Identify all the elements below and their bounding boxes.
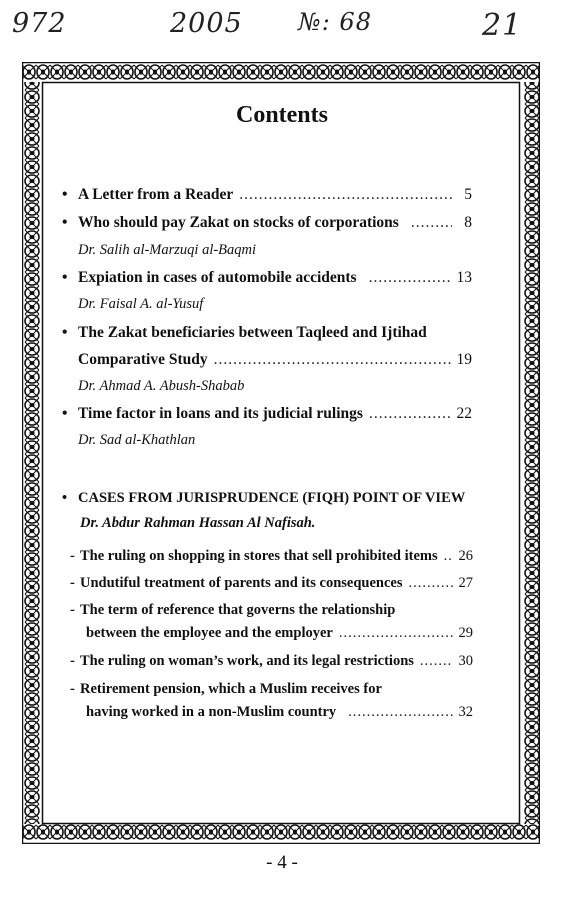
section-item[interactable] (70, 681, 382, 698)
bullet: • (62, 490, 68, 506)
entry-author: Dr. Salih al-Marzuqi al-Baqmi (78, 242, 257, 258)
leader-dots (239, 186, 452, 204)
leader-dots (420, 653, 453, 670)
page-number: 13 (456, 269, 472, 286)
entry-author: Dr. Faisal A. al-Yusuf (78, 296, 204, 312)
handwritten-year: 2005 (170, 8, 243, 39)
dash: - (70, 681, 75, 697)
page-number: 22 (456, 405, 472, 422)
leader-dots (369, 269, 451, 287)
toc-entry[interactable] (62, 214, 472, 232)
entry-title: Time factor in loans and its judicial rulings (78, 405, 363, 422)
section-item-continued[interactable] (86, 704, 473, 721)
page-footer-number: - 4 - (266, 852, 298, 873)
page-number: 5 (464, 186, 472, 203)
bullet: • (62, 186, 68, 203)
leader-dots (409, 575, 453, 592)
item-title: Undutiful treatment of parents and its consequences (80, 575, 403, 591)
entry-title: A Letter from a Reader (78, 186, 234, 203)
item-title: Retirement pension, which a Muslim receives for (80, 681, 382, 697)
section-item[interactable] (70, 548, 473, 565)
item-title: The term of reference that governs the relationship (80, 602, 396, 618)
section-item-continued[interactable] (86, 625, 473, 642)
toc-entry[interactable] (62, 324, 427, 342)
handwritten-number-left: 972 (12, 8, 67, 39)
entry-author: Dr. Sad al-Khathlan (78, 432, 196, 448)
leader-dots (369, 405, 451, 423)
section-heading-text: CASES FROM JURISPRUDENCE (FIQH) POINT OF VIEW (78, 490, 466, 506)
section-heading[interactable] (62, 490, 465, 507)
bullet: • (62, 324, 68, 341)
item-title-line2: between the employee and the employer (86, 625, 333, 641)
toc-entry[interactable] (62, 405, 472, 423)
item-title: The ruling on shopping in stores that sell prohibited items (80, 548, 438, 564)
leader-dots (339, 625, 453, 642)
dash: - (70, 653, 75, 669)
entry-title-line2: Comparative Study (78, 351, 208, 368)
ornamental-border (22, 62, 540, 844)
page-number: 27 (458, 575, 473, 591)
bullet: • (62, 269, 68, 286)
item-title-line2: having worked in a non-Muslim country (86, 704, 337, 720)
handwritten-issue-number: №: 68 (298, 8, 372, 36)
section-item[interactable] (70, 653, 473, 670)
leader-dots (214, 351, 451, 369)
dash: - (70, 602, 75, 618)
leader-dots (444, 548, 453, 565)
page-number: 26 (458, 548, 473, 564)
item-title: The ruling on woman’s work, and its legal restrictions (80, 653, 414, 669)
bullet: • (62, 214, 68, 231)
entry-title: The Zakat beneficiaries between Taqleed and Ijtihad (78, 324, 427, 341)
toc-entry-continued[interactable] (78, 351, 472, 369)
page-number: 30 (458, 653, 473, 669)
bullet: • (62, 405, 68, 422)
toc-entry[interactable] (62, 186, 472, 204)
page-number: 19 (456, 351, 472, 368)
leader-dots (348, 704, 452, 721)
section-item[interactable] (70, 602, 395, 619)
entry-title: Who should pay Zakat on stocks of corporations (78, 214, 399, 231)
page-title: Contents (235, 102, 328, 128)
page-number: 8 (464, 214, 472, 231)
entry-author: Dr. Ahmad A. Abush-Shabab (78, 378, 245, 394)
dash: - (70, 548, 75, 564)
page-number: 29 (458, 625, 473, 641)
page-number: 32 (458, 704, 473, 720)
entry-title: Expiation in cases of automobile accidents (78, 269, 357, 286)
toc-entry[interactable] (62, 269, 472, 287)
dash: - (70, 575, 75, 591)
handwritten-number-right: 21 (482, 8, 523, 43)
section-item[interactable] (70, 575, 473, 592)
leader-dots (411, 214, 452, 232)
section-author: Dr. Abdur Rahman Hassan Al Nafisah. (80, 515, 316, 531)
